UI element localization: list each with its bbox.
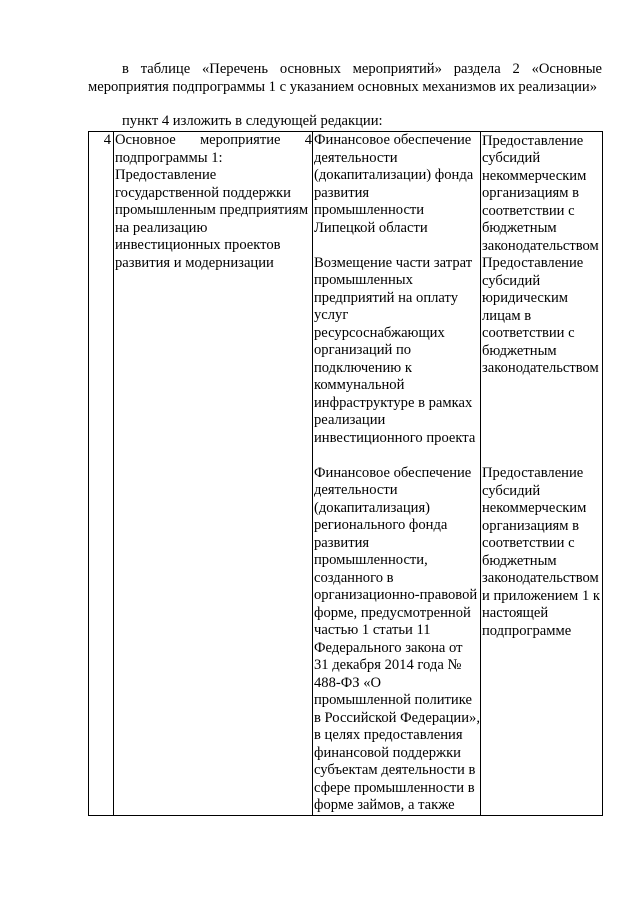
mechanism-item: Предоставление субсидий некоммерческим организациям в соответствии с бюджетным законодательством и приложением 1 к настоящей подпрограмме — [482, 465, 600, 639]
event-head-mid: мероприятие — [199, 132, 281, 148]
intro-text: в таблице «Перечень основных мероприятий» раздела 2 «Основные мероприятия подпрограммы 1 с указанием основных механизмов их реализации» — [88, 61, 602, 95]
item-spacer — [314, 237, 480, 255]
table-row — [89, 132, 603, 816]
mechanism-item: Предоставление субсидий юридическим лицам в соответствии с бюджетным законодательством — [482, 255, 599, 376]
measure-item: Финансовое обеспечение деятельности (докапитализация) регионального фонда развития промышленности, созданного в организационно-правовой форме, предусмотренной частью 1 статьи 11 Федерального закона от 31 декабря 2014 года № 488-ФЗ «О промышленной политике в Российской Федерации», в целях предоставления финансовой поддержки субъектам деятельности в сфере промышленности в форме займов, а также — [314, 464, 480, 813]
measure-item: Финансовое обеспечение деятельности (докапитализации) фонда развития промышленности Липецкой области — [314, 132, 474, 236]
row-number: 4 — [89, 132, 114, 816]
mechanisms-cell — [481, 132, 603, 816]
measure-item: Возмещение части затрат промышленных предприятий на оплату услуг ресурсоснабжающих организаций по подключению к коммунальной инфраструктуре в рамках реализации инвестиционного проекта — [314, 254, 476, 446]
intro-paragraph — [88, 61, 602, 96]
events-table — [88, 131, 603, 816]
event-head-left: Основное — [115, 132, 176, 148]
measures-cell — [313, 132, 481, 816]
event-heading — [115, 132, 312, 150]
mechanism-item: Предоставление субсидий некоммерческим организациям в соответствии с бюджетным законодательством — [482, 132, 599, 254]
event-description: подпрограммы 1: Предоставление государственной поддержки промышленным предприятиям на реализацию инвестиционных проектов развития и модернизации — [115, 149, 309, 271]
intro-instruction: пункт 4 изложить в следующей редакции: — [122, 113, 383, 129]
item-spacer — [314, 447, 480, 465]
event-cell — [114, 132, 313, 816]
event-head-right: 4 — [304, 132, 312, 148]
